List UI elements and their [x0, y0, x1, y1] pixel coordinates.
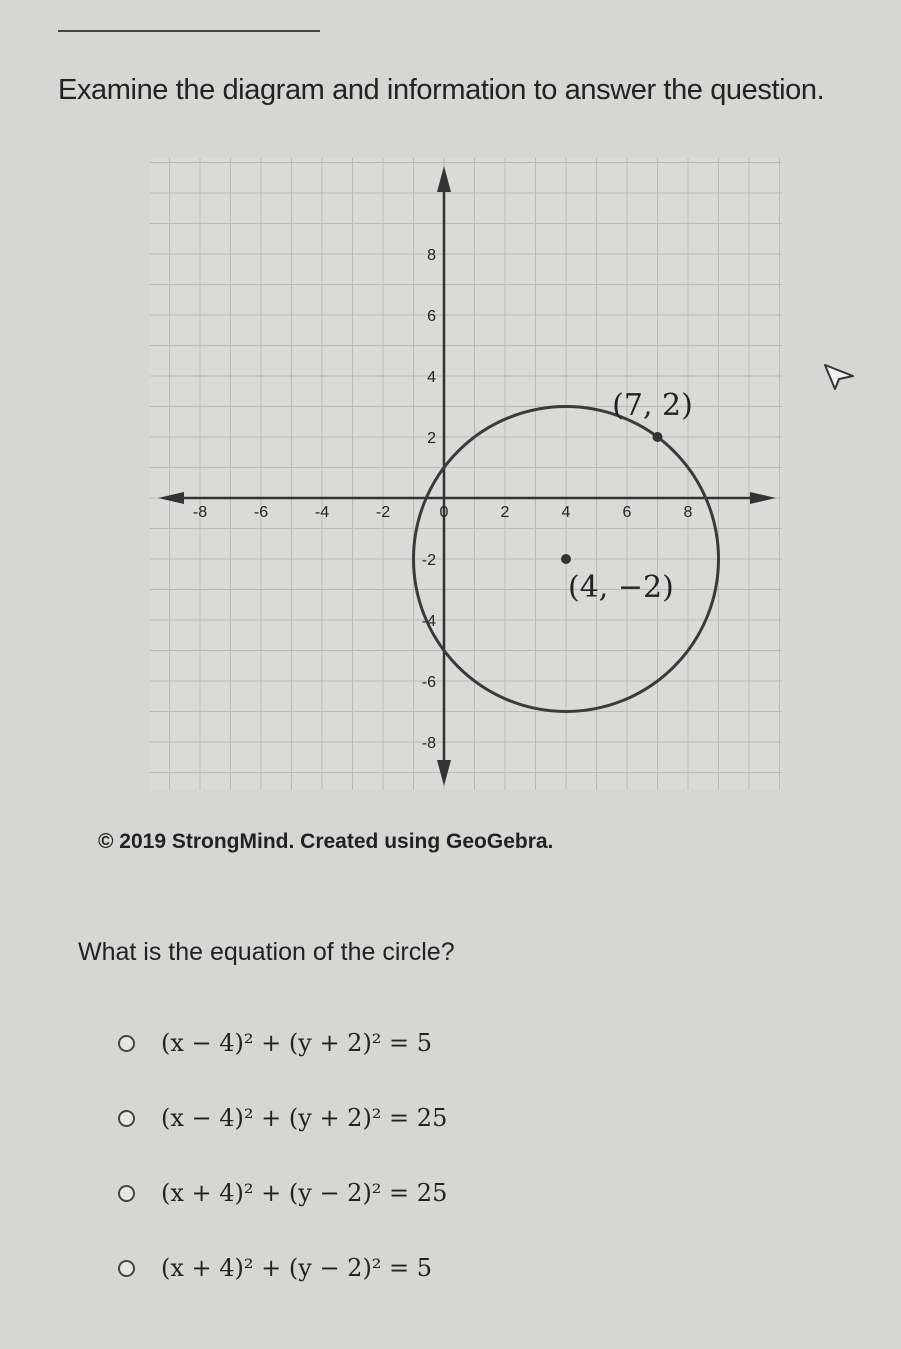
y-tick-label: -8: [421, 735, 436, 752]
answer-option-label: (x + 4)² + (y − 2)² = 5: [161, 1254, 433, 1282]
x-tick-label: 8: [683, 504, 693, 521]
radio-button[interactable]: [118, 1035, 135, 1052]
answer-option-2[interactable]: [118, 1101, 447, 1135]
answer-option-1[interactable]: [118, 1026, 432, 1060]
y-tick-label: -4: [421, 613, 436, 630]
x-tick-label: 4: [561, 504, 571, 521]
radio-button[interactable]: [118, 1110, 135, 1127]
y-tick-label: 6: [427, 308, 436, 325]
x-tick-label: 2: [500, 504, 510, 521]
x-tick-label: 0: [439, 504, 449, 521]
plot-point: [653, 432, 663, 442]
top-divider: [58, 30, 320, 32]
answer-option-label: (x − 4)² + (y + 2)² = 5: [161, 1029, 433, 1057]
y-tick-label: -6: [421, 674, 436, 691]
answer-option-label: (x − 4)² + (y + 2)² = 25: [161, 1104, 448, 1132]
mouse-pointer-icon: [822, 362, 856, 392]
y-tick-label: 4: [427, 369, 436, 386]
point-label: (7, 2): [612, 388, 693, 423]
radio-button[interactable]: [118, 1260, 135, 1277]
x-tick-label: -6: [253, 504, 269, 521]
coordinate-graph: [150, 158, 782, 790]
question-text: What is the equation of the circle?: [78, 938, 455, 966]
radio-button[interactable]: [118, 1185, 135, 1202]
plot-point: [561, 554, 571, 564]
question-prompt: Examine the diagram and information to answer the question.: [58, 74, 825, 106]
graph-background: [150, 158, 782, 790]
x-tick-label: 6: [622, 504, 632, 521]
graph-container: [150, 158, 782, 790]
answer-option-4[interactable]: [118, 1251, 432, 1285]
point-label: (4, −2): [568, 570, 674, 605]
copyright-note: © 2019 StrongMind. Created using GeoGebra.: [98, 830, 554, 853]
x-tick-label: -4: [314, 504, 330, 521]
x-tick-label: -8: [192, 504, 208, 521]
y-tick-label: -2: [421, 552, 436, 569]
answer-option-label: (x + 4)² + (y − 2)² = 25: [161, 1179, 448, 1207]
y-tick-label: 8: [427, 247, 436, 264]
y-tick-label: 2: [427, 430, 436, 447]
answer-option-3[interactable]: [118, 1176, 447, 1210]
x-tick-label: -2: [375, 504, 391, 521]
